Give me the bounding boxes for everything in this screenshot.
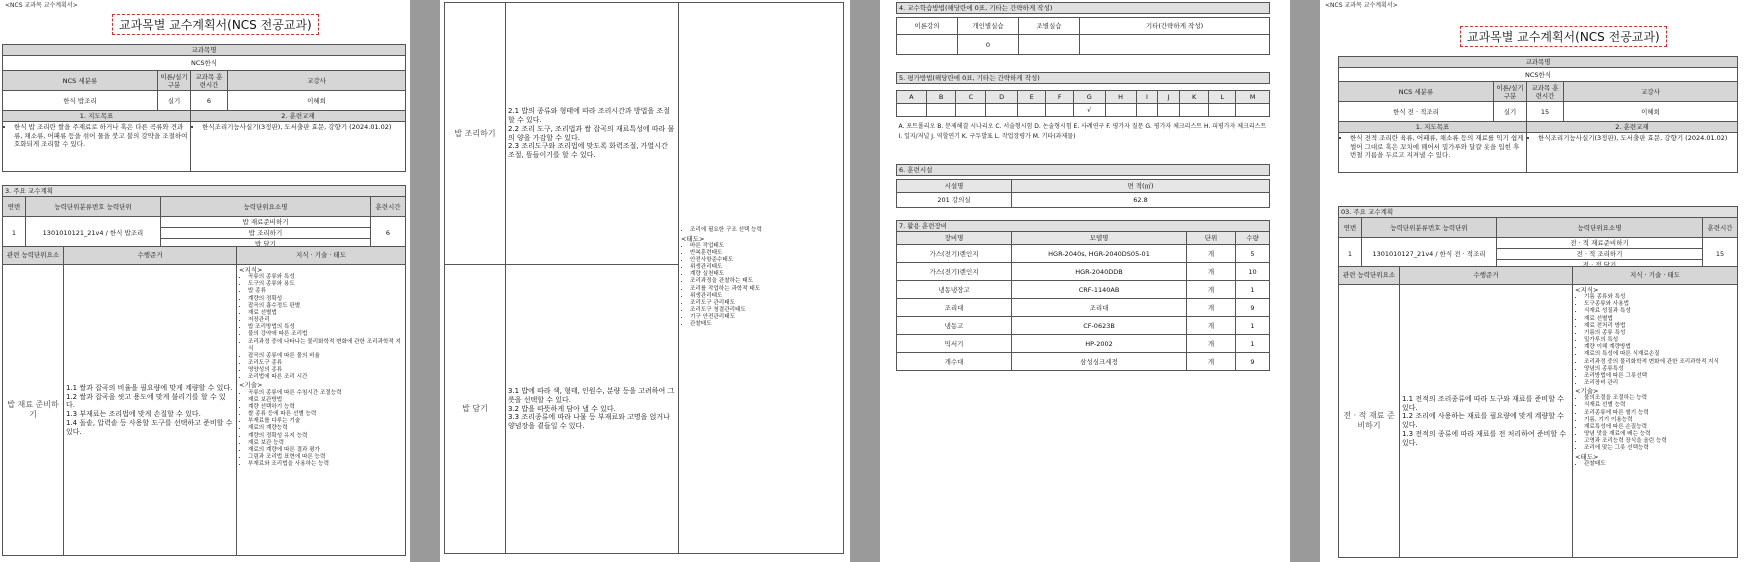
eq-h-name: 장비명 [897, 232, 1012, 245]
eval-letter: F [1046, 91, 1073, 104]
equipment-row [897, 317, 1270, 335]
equipment-row [897, 335, 1270, 353]
ksa-item: • 재료 전처리 방법 [1584, 323, 1735, 330]
facility-table [896, 164, 1270, 208]
ksa-item: • 도구의 종류와 용도 [248, 281, 403, 288]
ksa-item: • 조리과정 중에 나타나는 물리화학적 변화에 관한 조리과학적 지식 [248, 339, 403, 353]
page-header: <NCS 교과목 교수계획서> [1325, 2, 1398, 9]
criteria-2: 3.2 밥을 따뜻하게 담아 낼 수 있다. [508, 404, 616, 413]
section-equipment: 7. 활용 훈련장비 [897, 221, 1270, 232]
ksa-item: • 조리과정을 관찰하는 태도 [690, 278, 841, 285]
evaluation-table [896, 72, 1270, 142]
criteria-1: 2.1 밥의 종류와 형태에 따라 조리시간과 방법을 조절할 수 있다. [508, 107, 670, 124]
document-title: 교과목별 교수계획서(NCS 전공교과) [1460, 26, 1667, 47]
eq-name: 가스(전기)렌인지 [897, 263, 1012, 281]
skill-title: <기술> [239, 381, 263, 390]
ksa-item: • 곡류의 종류에 따른 수침시간 조절능력 [248, 390, 403, 397]
row-no: 1 [1339, 238, 1362, 271]
ksa-item: • 잡곡의 흡수정도 판별 [248, 303, 403, 310]
ncs-value: 한식 전 · 적조리 [1339, 102, 1494, 122]
ksa-item: • 조리도구 종류 [248, 360, 403, 367]
eq-name: 냉동고 [897, 317, 1012, 335]
document-page-4 [1320, 0, 1744, 562]
eq-qty: 9 [1236, 353, 1270, 371]
book-text: • 한식조리기능사실기(3정판), 도서출판 효문, 강향기 (2024.01.02) [1538, 134, 1735, 142]
document-page-3 [880, 0, 1290, 562]
ksa-item: • 기름, 기기 이용능력 [1584, 417, 1735, 424]
eval-letter: C [956, 91, 986, 104]
elem-1: 밥 재료준비하기 [161, 217, 371, 228]
plan-table [1338, 206, 1738, 272]
eval-letter: G [1073, 91, 1105, 104]
criteria-1: 3.1 밥에 따라 색, 형태, 인원수, 분량 등을 고려하여 그릇을 선택할 수 있다. [508, 387, 675, 404]
ksa-item: • 반복훈련태도 [690, 250, 841, 257]
ksa-item: • 기름의 종류 특성 [1584, 330, 1735, 337]
eval-letter: I [1136, 91, 1158, 104]
eq-name: 가스(전기)렌인지 [897, 245, 1012, 263]
eq-name: 믹서기 [897, 335, 1012, 353]
method-lecture: 이론강의 [897, 18, 958, 35]
equipment-row [897, 299, 1270, 317]
teaching-method-table [896, 2, 1270, 55]
section-book: 2. 훈련교재 [1527, 122, 1738, 133]
facility-name: 201 강의실 [897, 193, 1012, 208]
plan-table [2, 185, 406, 251]
ksa-item: • 잡곡의 종류에 따른 물의 비율 [248, 353, 403, 360]
criteria-4: 1.4 돌솥, 압력솥 등 사용할 도구를 선택하고 준비할 수 있다. [66, 418, 233, 436]
ksa-item: • 계량 이해 계량방법 [1584, 344, 1735, 351]
col-type: 이론/실기 구분 [158, 71, 191, 91]
eq-unit: 개 [1187, 263, 1236, 281]
ksa-item: • 곡류의 종류와 특성 [248, 274, 403, 281]
facility-h1: 시설명 [897, 180, 1012, 193]
ksa-item: • 조리도구 청결관리태도 [690, 307, 841, 314]
equipment-row [897, 353, 1270, 371]
teacher-value: 이혜희 [228, 91, 406, 111]
eq-model: CRF-1140AB [1012, 281, 1187, 299]
h-criteria: 수행준거 [64, 247, 237, 265]
overview-table [2, 44, 406, 172]
ksa-item: • 재료 선별법 [1584, 316, 1735, 323]
h-criteria: 수행준거 [1400, 267, 1573, 285]
eval-letter: M [1236, 91, 1270, 104]
knowledge-title: <지식> [1575, 286, 1599, 294]
hours-value: 6 [191, 91, 228, 111]
eval-mark: √ [1073, 104, 1105, 117]
ksa-item: • 밥 조리방법의 특성 [248, 324, 403, 331]
ksa-item: • 양념의 종류특성 [1584, 366, 1735, 373]
ksa-item: • 바른 작업태도 [690, 243, 841, 250]
elem-2: 전 · 적 조리하기 [1497, 249, 1703, 260]
ksa-item: • 식재료 선별 능력 [1584, 402, 1735, 409]
eq-name: 냉동냉장고 [897, 281, 1012, 299]
row-time: 15 [1703, 238, 1738, 271]
section-method: 4. 교수학습방법(해당란에 0표, 기타는 간략하게 작성) [897, 3, 1270, 14]
eq-unit: 개 [1187, 353, 1236, 371]
facility-area: 62.8 [1012, 193, 1270, 208]
related-element: 밥 담기 [445, 265, 506, 554]
col-teacher: 교강사 [1564, 82, 1738, 102]
ksa-item: • 조리방법에 따른 그릇선택 [1584, 373, 1735, 380]
col-hours: 교과목 훈련시간 [191, 71, 228, 91]
ksa-item: • 식재료 성질과 특성 [1584, 308, 1735, 315]
criteria-3: 1.3 부재료는 조리법에 맞게 손질할 수 있다. [66, 410, 201, 418]
ksa-item: • 조리를 작업하는 과학적 태도 [690, 286, 841, 293]
goal-text: • 한식 전적 조리란 육류, 어패류, 채소류 등의 재료를 익기 쉽게 썰어 그대로 혹은 꼬치에 꿰어서 밀가루와 달걀 옷을 입힌 후 번철 기름을 두르고 지져낼 수 있다. [1350, 134, 1524, 159]
ksa-item: • 기구 안전관리태도 [690, 314, 841, 321]
ksa-item: • 조리도구 관리태도 [690, 300, 841, 307]
eq-model: 삼성싱크세정 [1012, 353, 1187, 371]
h-time: 훈련시간 [1703, 218, 1738, 238]
method-group: 조별실습 [1019, 18, 1080, 35]
eq-model: HGR-2040DDB [1012, 263, 1187, 281]
section-goal: 1. 지도목표 [1339, 122, 1527, 133]
criteria-2: 1.2 쌀과 잡곡을 씻고 용도에 맞게 불리기를 할 수 있다. [66, 392, 226, 410]
ksa-item: • 고명과 조리능력 장식을 올린 능력 [1584, 438, 1735, 445]
ksa-item: • 계량 실천태도 [690, 271, 841, 278]
ksa-item: • 불의 강약에 따른 조리법 [248, 331, 403, 338]
section-book: 2. 훈련교재 [191, 111, 406, 122]
attitude-title: <태도> [681, 234, 705, 243]
elem-2: 밥 조리하기 [161, 228, 371, 239]
eval-letter: A [897, 91, 927, 104]
ksa-item: • 조리법에 따른 조리 시간 [248, 374, 403, 381]
eq-h-unit: 단위 [1187, 232, 1236, 245]
col-ncs: NCS 세분류 [1339, 82, 1494, 102]
criteria-1: 1.1 쌀과 잡곡의 비율을 필요량에 맞게 계량할 수 있다. [66, 383, 233, 392]
col-ncs: NCS 세분류 [3, 71, 158, 91]
row-no: 1 [3, 217, 26, 250]
ksa-item: • 밥 종류 [248, 288, 403, 295]
equipment-row [897, 281, 1270, 299]
eq-qty: 1 [1236, 335, 1270, 353]
criteria-table-continued [444, 2, 844, 554]
equipment-row [897, 245, 1270, 263]
eq-qty: 1 [1236, 317, 1270, 335]
equipment-table [896, 220, 1270, 371]
ksa-item: • 불의조절을 조절하는 능력 [1584, 395, 1735, 402]
ksa-item: • 조리과정 중의 물리화학적 변화에 관한 조리과학적 지식 [1584, 359, 1735, 366]
ksa-item: • 부재료를 다루는 기술 [248, 418, 403, 425]
method-other: 기타(간략하게 작성) [1080, 18, 1270, 35]
elem-3: 전 · 적 담기 [1497, 260, 1703, 271]
teacher-value: 이혜희 [1564, 102, 1738, 122]
ksa-item: • 재료의 계량에 따른 결과 평가 [248, 447, 403, 454]
document-page-2 [440, 0, 850, 562]
elem-3: 밥 담기 [161, 239, 371, 250]
goal-text: • 한식 밥 조리란 쌀을 주재료로 하거나 혹은 다른 곡류와 견과류, 채소류, 어패류 등을 섞어 물을 붓고 불의 강약을 조절하여 호화되게 조리할 수 있다. [14, 123, 188, 148]
eq-unit: 개 [1187, 335, 1236, 353]
eq-model: CF-0623B [1012, 317, 1187, 335]
subject-name: NCS한식 [3, 56, 406, 71]
section-facility: 6. 훈련시설 [897, 165, 1270, 176]
ksa-item: • 계량의 정확성 [248, 296, 403, 303]
h-no: 연번 [3, 197, 26, 217]
criteria-3: 1.3 전적의 종류에 따라 재료를 전 처리하여 준비할 수 있다. [1402, 429, 1567, 447]
elem-1: 전 · 적 재료준비하기 [1497, 238, 1703, 249]
eval-letter: H [1105, 91, 1136, 104]
page-header: <NCS 교과목 교수계획서> [5, 2, 78, 9]
h-time: 훈련시간 [371, 197, 406, 217]
ksa-item: • 재료 선별법 [248, 310, 403, 317]
ksa-item: • 저장관리 [248, 317, 403, 324]
ksa-item: • 재료의 특성에 따른 식재료손질 [1584, 351, 1735, 358]
section-plan: 03. 주요 교수계획 [1339, 207, 1738, 218]
ksa-item: • 재료특성에 따른 손질능력 [1584, 424, 1735, 431]
skill-title: <기술> [1575, 387, 1599, 396]
ksa-item: • 도구종류와 사용법 [1584, 301, 1735, 308]
eq-unit: 개 [1187, 281, 1236, 299]
col-teacher: 교강사 [228, 71, 406, 91]
ksa-item: • 계량 선택하기 능력 [248, 404, 403, 411]
ksa-item: • 계량의 정확성 유지 능력 [248, 433, 403, 440]
attitude-title: <태도> [1575, 452, 1599, 461]
ksa-item: • 위생관리태도 [690, 264, 841, 271]
subject-header: 교과목명 [1339, 57, 1738, 68]
row-unit: 1301010121_21v4 / 한식 밥조리 [26, 217, 161, 250]
criteria-3: 3.3 조리종류에 따라 나물 등 부재료와 고명을 얹거나 양념장을 곁들일 수 있다. [508, 413, 670, 431]
section-plan: 3. 주요 교수계획 [3, 186, 406, 197]
h-elem: 능력단위요소명 [161, 197, 371, 217]
hours-value: 15 [1527, 102, 1564, 122]
eq-model: 조리대 [1012, 299, 1187, 317]
eval-letter: L [1209, 91, 1236, 104]
method-mark: 0 [958, 35, 1019, 55]
ksa-item: • 재료의 계량능력 [248, 425, 403, 432]
ksa-item: • 양념 맛을 재료에 배는 능력 [1584, 431, 1735, 438]
h-no: 연번 [1339, 218, 1362, 238]
ksa-item: • 관찰태도 [690, 321, 841, 328]
eq-model: HGR-2040s, HGR-2040DS05-01 [1012, 245, 1187, 263]
ksa-item: • 밀가루의 특성 [1584, 337, 1735, 344]
section-evaluation: 5. 평가방법(해당란에 0표, 기타는 간략하게 작성) [897, 73, 1270, 84]
ksa-item: • 그림과 조리법 표현에 따른 능력 [248, 454, 403, 461]
ksa-item: • 안전사항준수태도 [690, 257, 841, 264]
criteria-3: 2.3 조리도구와 조리법에 맞도록 화력조절, 가열시간 조절, 뜸들이기를 할 수 있다. [508, 142, 668, 159]
eq-model: HP-2002 [1012, 335, 1187, 353]
eq-qty: 9 [1236, 299, 1270, 317]
document-title: 교과목별 교수계획서(NCS 전공교과) [112, 14, 319, 35]
subject-name: NCS한식 [1339, 68, 1738, 82]
overview-table [1338, 56, 1738, 173]
h-ksa: 지식 · 기술 · 태도 [237, 247, 406, 265]
h-related: 관련 능력단위요소 [1339, 267, 1400, 285]
criteria-2: 2.2 조리 도구, 조리법과 쌀 잡곡의 재료특성에 따라 물의 양을 가감할 수 있다. [508, 124, 675, 142]
ksa-item: • 조리장비 관리 [1584, 380, 1735, 387]
facility-h2: 면 적(㎡) [1012, 180, 1270, 193]
ksa-item: • 조리종류에 따른 썰기 능력 [1584, 410, 1735, 417]
eval-letter: J [1158, 91, 1180, 104]
eq-unit: 개 [1187, 245, 1236, 263]
subject-header: 교과목명 [3, 45, 406, 56]
ksa-item: • 조리에 필요한 구조 선택 능력 [690, 227, 841, 234]
knowledge-title: <지식> [239, 266, 263, 274]
eq-name: 조리대 [897, 299, 1012, 317]
ksa-item: • 재료 보관 능력 [248, 440, 403, 447]
h-unit: 능력단위분류번호 능력단위 [1362, 218, 1497, 238]
criteria-1: 1.1 전적의 조리종류에 따라 도구와 재료를 준비할 수 있다. [1402, 394, 1564, 412]
eval-letter: E [1017, 91, 1046, 104]
ksa-item: • 위생관리태도 [690, 293, 841, 300]
type-value: 실기 [158, 91, 191, 111]
criteria-2: 1.2 조리에 사용하는 재료를 필요량에 맞게 계량할 수 있다. [1402, 412, 1564, 429]
col-hours: 교과목 훈련시간 [1527, 82, 1564, 102]
h-related: 관련 능력단위요소 [3, 247, 64, 265]
ksa-item: • 영양성의 종류 [248, 367, 403, 374]
eq-unit: 개 [1187, 299, 1236, 317]
ksa-item: • 쌀 종류 등에 따른 선별 능력 [248, 411, 403, 418]
eval-letter: B [926, 91, 956, 104]
equipment-row [897, 263, 1270, 281]
document-page-1 [0, 0, 410, 562]
type-value: 실기 [1494, 102, 1527, 122]
eq-qty: 5 [1236, 245, 1270, 263]
eq-qty: 1 [1236, 281, 1270, 299]
eq-h-model: 모델명 [1012, 232, 1187, 245]
ksa-item: • 기름 종류와 특성 [1584, 294, 1735, 301]
h-ksa: 지식 · 기술 · 태도 [1573, 267, 1738, 285]
related-element: 밥 재료 준비하기 [3, 265, 64, 556]
ksa-item: • 조리에 맞는 그릇 선택능력 [1584, 445, 1735, 452]
criteria-table [2, 246, 406, 556]
eq-unit: 개 [1187, 317, 1236, 335]
ksa-item: • 관찰태도 [1584, 461, 1735, 468]
eval-letter: K [1180, 91, 1209, 104]
eq-h-qty: 수량 [1236, 232, 1270, 245]
criteria-table [1338, 266, 1738, 558]
row-time: 6 [371, 217, 406, 250]
ncs-value: 한식 밥조리 [3, 91, 158, 111]
method-individual: 개인별실습 [958, 18, 1019, 35]
book-text: • 한식조리기능사실기(3정판), 도서출판 효문, 강향기 (2024.01.02) [202, 123, 403, 131]
h-unit: 능력단위분류번호 능력단위 [26, 197, 161, 217]
related-element: 밥 조리하기 [445, 3, 506, 265]
eq-qty: 10 [1236, 263, 1270, 281]
eq-name: 개수대 [897, 353, 1012, 371]
section-goal: 1. 지도목표 [3, 111, 191, 122]
col-type: 이론/실기 구분 [1494, 82, 1527, 102]
ksa-item: • 부재료와 조리법을 사용하는 능력 [248, 461, 403, 468]
eval-legend: A. 포트폴리오 B. 문제해결 시나리오 C. 서술형시험 D. 논술형시험 E. 사례연구 F. 평가자 질문 G. 평가자 체크리스트 H. 피평가자 체크리스트 I. 일지/저널 J. 역할연기 K. 구두발표 L. 작업장평가 M. 기타(과제물) [898, 123, 1267, 140]
row-unit: 1301010127_21v4 / 한식 전 · 적조리 [1362, 238, 1497, 271]
h-elem: 능력단위요소명 [1497, 218, 1703, 238]
eval-letter: D [986, 91, 1017, 104]
ksa-item: • 재료 보관방법 [248, 397, 403, 404]
related-element: 전 · 적 재료 준비하기 [1339, 285, 1400, 558]
